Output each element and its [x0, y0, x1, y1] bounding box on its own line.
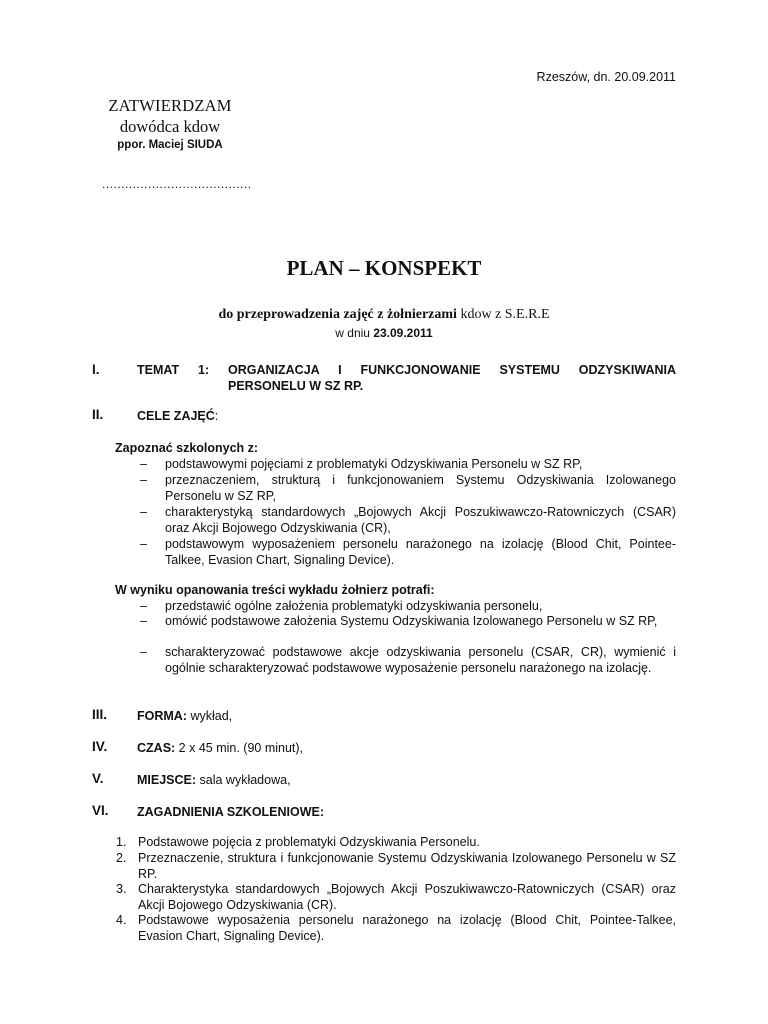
place-date: Rzeszów, dn. 20.09.2011	[536, 70, 676, 84]
section-3-number: III.	[92, 707, 108, 722]
approve-label: ZATWIERDZAM	[108, 96, 232, 115]
section-3-line	[137, 709, 232, 723]
goal-text: omówić podstawowe założenia Systemu Odzyskiwania Izolowanego Personelu w SZ RP,	[165, 614, 658, 628]
topic-number: 1.	[116, 835, 127, 849]
topic-number: 2.	[116, 851, 127, 865]
goal-item	[140, 645, 676, 676]
section-2-label: CELE ZAJĘĆ	[137, 409, 215, 423]
dash-mark: –	[140, 614, 147, 628]
goal-item	[140, 599, 676, 615]
section-1-topic-line1: TEMAT 1: ORGANIZACJA I FUNKCJONOWANIE SYSTEMU ODZYSKIWANIA	[137, 363, 676, 377]
signature-line: .......................................	[102, 177, 252, 191]
approval-block	[100, 96, 240, 151]
topic-text: Przeznaczenie, struktura i funkcjonowanie Systemu Odzyskiwania Izolowanego Personelu w SZ RP.	[138, 851, 676, 881]
goal-item	[140, 537, 676, 568]
subtitle-normal: kdow z S.E.R.E	[456, 307, 550, 322]
goal-text: przeznaczeniem, strukturą i funkcjonowaniem Systemu Odzyskiwania Izolowanego Personelu w SZ RP,	[165, 473, 676, 503]
section-5-number: V.	[92, 771, 104, 786]
date-prefix: w dniu	[335, 326, 374, 340]
topic-number: 4.	[116, 913, 127, 927]
document-date	[0, 326, 768, 340]
dash-mark: –	[140, 457, 147, 471]
goal-item	[140, 473, 676, 504]
goal-item	[140, 457, 676, 473]
subtitle-bold: do przeprowadzenia zajęć z żołnierzami	[218, 307, 457, 322]
training-topic-item	[116, 882, 676, 913]
section-1-topic-line2: PERSONELU W SZ RP.	[228, 379, 364, 393]
goal-text: podstawowym wyposażeniem personelu narażonego na izolację (Blood Chit, Pointee-Talkee, Evasion Chart, Signaling Device).	[165, 537, 676, 567]
date-value: 23.09.2011	[373, 326, 433, 340]
goal-item	[140, 614, 676, 630]
section-2-number: II.	[92, 407, 104, 422]
document-subtitle	[0, 307, 768, 323]
topic-text: Podstawowe wyposażenia personelu narażonego na izolację (Blood Chit, Pointee-Talkee, Evasion Chart, Signaling Device).	[138, 913, 676, 943]
goal-text: charakterystyką standardowych „Bojowych Akcji Poszukiwawczo-Ratowniczych (CSAR) oraz Akcji Bojowego Odzyskiwania (CR),	[165, 505, 676, 535]
section-1-number: I.	[92, 362, 100, 377]
dash-mark: –	[140, 473, 147, 487]
section-4-number: IV.	[92, 739, 108, 754]
document-title: PLAN – KONSPEKT	[286, 256, 482, 280]
section-4-line	[137, 741, 303, 755]
section-6-number: VI.	[92, 803, 109, 818]
topic-text: Charakterystyka standardowych „Bojowych Akcji Poszukiwawczo-Ratowniczych (CSAR) oraz Akcji Bojowego Odzyskiwania (CR).	[138, 882, 676, 912]
goal-item	[140, 505, 676, 536]
place-value: sala wykładowa,	[196, 773, 291, 787]
dash-mark: –	[140, 645, 147, 659]
goal-text: przedstawić ogólne założenia problematyki odzyskiwania personelu,	[165, 599, 543, 613]
goal-text: podstawowymi pojęciami z problematyki Odzyskiwania Personelu w SZ RP,	[165, 457, 583, 471]
form-value: wykład,	[187, 709, 233, 723]
place-label: MIEJSCE:	[137, 773, 197, 787]
training-topic-item	[116, 913, 676, 944]
approve-name: ppor. Maciej SIUDA	[117, 139, 223, 151]
section-5-line	[137, 773, 291, 787]
training-topic-item	[116, 835, 676, 851]
form-label: FORMA:	[137, 709, 187, 723]
section-2-colon: :	[214, 409, 219, 423]
goal-text: scharakteryzować podstawowe akcje odzyskiwania personelu (CSAR, CR), wymienić i ogólnie scharakteryzować podstawowe wyposażenie personelu narażonego na izolację.	[165, 645, 676, 675]
section-2-heading	[137, 409, 218, 423]
goals-group-2-title: W wyniku opanowania treści wykładu żołnierz potrafi:	[115, 583, 435, 597]
topic-text: Podstawowe pojęcia z problematyki Odzyskiwania Personelu.	[138, 835, 480, 849]
dash-mark: –	[140, 505, 147, 519]
dash-mark: –	[140, 599, 147, 613]
training-topic-item	[116, 851, 676, 882]
goals-group-1-title: Zapoznać szkolonych z:	[115, 441, 259, 455]
time-value: 2 x 45 min. (90 minut),	[175, 741, 304, 755]
time-label: CZAS:	[137, 741, 176, 755]
dash-mark: –	[140, 537, 147, 551]
approve-role: dowódca kdow	[119, 117, 221, 136]
topic-number: 3.	[116, 882, 127, 896]
section-6-heading: ZAGADNIENIA SZKOLENIOWE:	[137, 805, 325, 819]
